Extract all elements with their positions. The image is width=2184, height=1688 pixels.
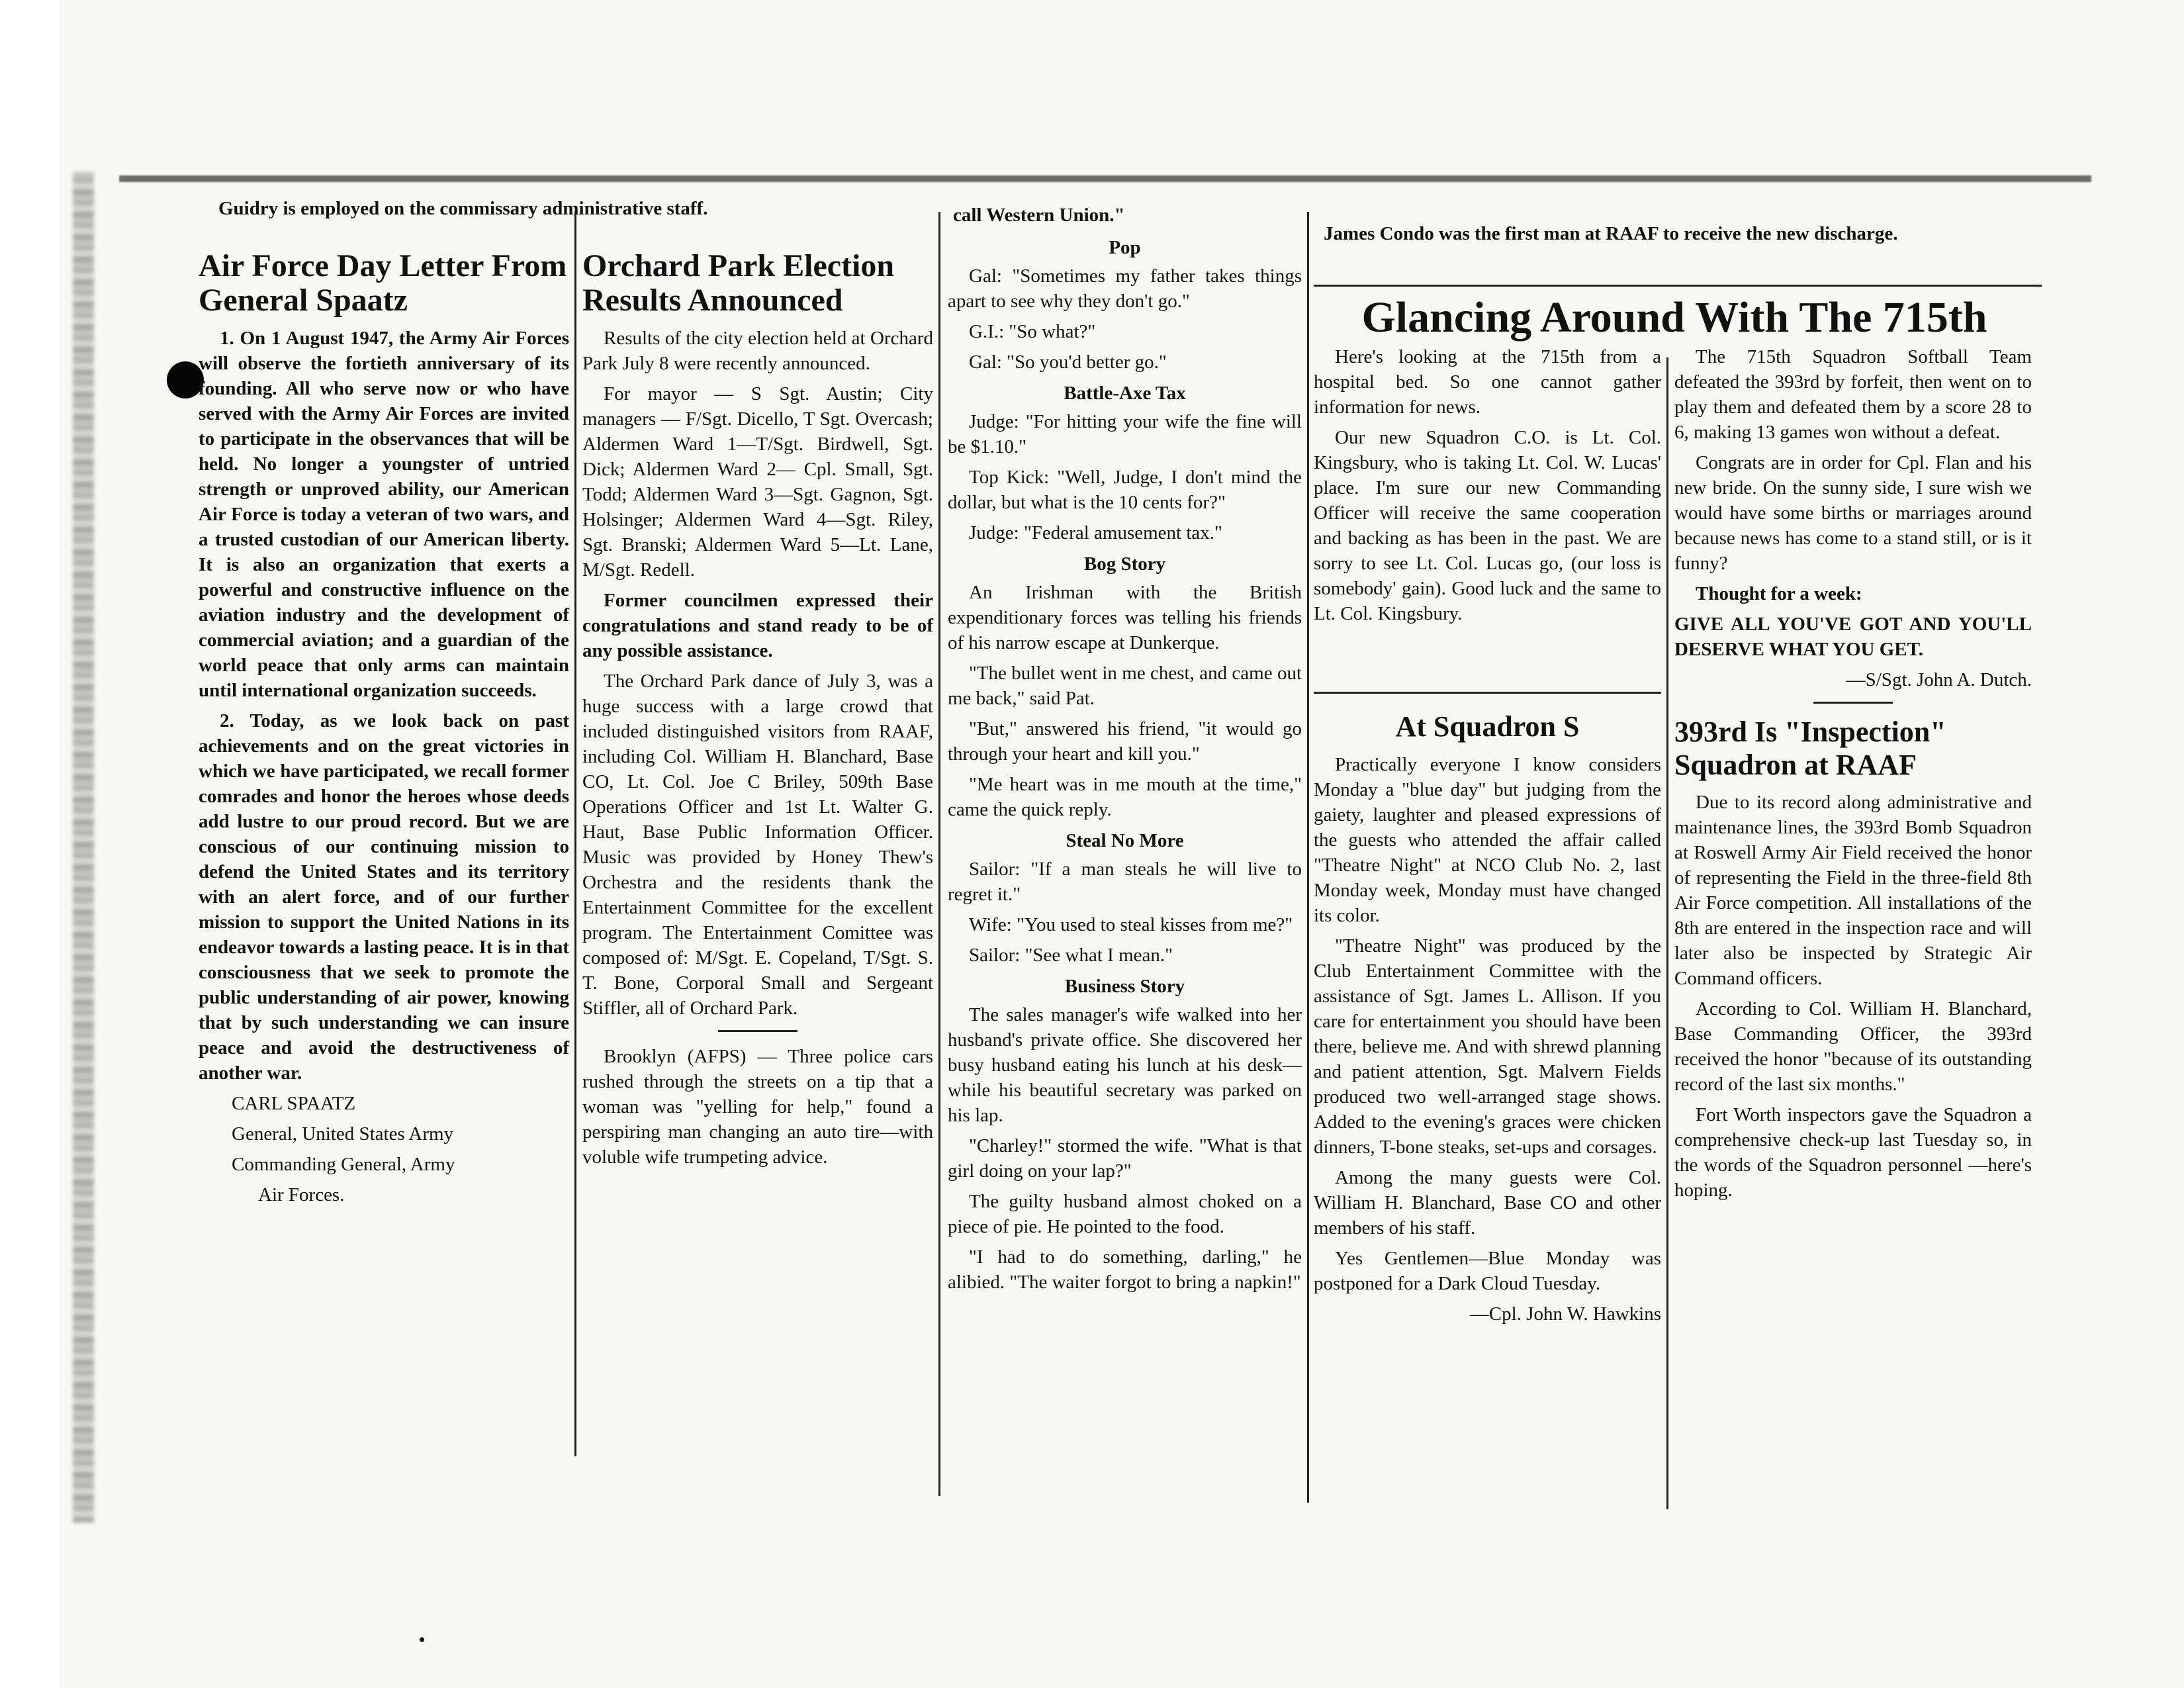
joke-heading: Bog Story bbox=[1083, 553, 1166, 575]
joke-line: Gal: "So you'd better go." bbox=[969, 352, 1167, 373]
paragraph: According to Col. William H. Blanchard, Base Commanding Officer, the 393rd received the honor "because of its outstanding record of the last six months." bbox=[1674, 998, 2032, 1095]
continued-text: Guidry is employed on the commissary administrative staff. bbox=[218, 198, 708, 219]
top-rule bbox=[119, 175, 2091, 182]
thought-of-week: GIVE ALL YOU'VE GOT AND YOU'LL DESERVE WHAT YOU GET. bbox=[1674, 614, 2032, 660]
byline: —S/Sgt. John A. Dutch. bbox=[1846, 669, 2032, 690]
joke-line: Wife: "You used to steal kisses from me?" bbox=[969, 914, 1293, 935]
paragraph: Former councilmen expressed their congratulations and stand ready to be of any possible assistance. bbox=[582, 590, 933, 661]
joke-line: Top Kick: "Well, Judge, I don't mind the dollar, but what is the 10 cents for?" bbox=[948, 467, 1302, 513]
signature-title: Air Forces. bbox=[258, 1184, 345, 1205]
joke-line: "I had to do something, darling," he alibied. "The waiter forgot to bring a napkin!" bbox=[948, 1246, 1302, 1293]
paragraph: Brooklyn (AFPS) — Three police cars rushed through the streets on a tip that a woman was "yelling for help," found a perspiring man changing an auto tire—with voluble wife trumpeting advice. bbox=[582, 1046, 933, 1168]
joke-heading: Battle-Axe Tax bbox=[1064, 383, 1186, 404]
joke-line: G.I.: "So what?" bbox=[969, 321, 1096, 342]
paragraph: For mayor — S Sgt. Austin; City managers — F/Sgt. Dicello, T Sgt. Overcash; Aldermen Ward 1—T/Sgt. Birdwell, Sgt. Dick; Aldermen Ward 2— Cpl. Small, Sgt. Todd; Aldermen Ward 3—Sgt. Gagnon, Sgt. Holsinger; Aldermen Ward 4—Sgt. Riley, Sgt. Branski; Aldermen Ward 5—Lt. Lane, M/Sgt. Redell. bbox=[582, 383, 933, 581]
joke-heading: Business Story bbox=[1064, 976, 1185, 997]
joke-line: "Charley!" stormed the wife. "What is that girl doing on your lap?" bbox=[948, 1135, 1302, 1182]
joke-line: Sailor: "See what I mean." bbox=[969, 945, 1173, 966]
continued-text: call Western Union." bbox=[953, 205, 1125, 226]
orchard-park-article bbox=[582, 240, 933, 1175]
paragraph: Yes Gentlemen—Blue Monday was postponed for a Dark Cloud Tuesday. bbox=[1314, 1248, 1661, 1294]
paragraph: The Orchard Park dance of July 3, was a huge success with a large crowd that included distinguished visitors from RAAF, including Col. William H. Blanchard, Base CO, Lt. Col. Joe C Briley, 509th Base Operations Officer and 1st Lt. Walter G. Haut, Base Public Information Officer. Music was provided by Honey Thew's Orchestra and the residents thank the Entertainment Committee for the excellent program. The Entertainment Comittee was composed of: M/Sgt. E. Copeland, T/Sgt. S. T. Bone, Corporal Small and Sergeant Stiffler, all of Orchard Park. bbox=[582, 671, 933, 1019]
paragraph: 1. On 1 August 1947, the Army Air Forces will observe the fortieth anniversary of its founding. All who serve now or who have served with the Army Air Forces are invited to participate in the observances that will be held. No longer a youngster of untried strength or unproved ability, our American Air Force is today a veteran of two wars, and a trusted custodian of our American liberty. It is also an organization that exerts a powerful and constructive influence on the aviation industry and the development of commercial aviation; and a guardian of the world peace that only arms can maintain until international organization succeeds. bbox=[199, 328, 569, 701]
paragraph: Our new Squadron C.O. is Lt. Col. Kingsbury, who is taking Lt. Col. W. Lucas' place. I'm sure our new Commanding Officer will receive the same cooperation and backing as has been in the past. We are sorry to see Lt. Col. Lucas go, (our loss is somebody' gain). Good luck and the same to Lt. Col. Kingsbury. bbox=[1314, 427, 1661, 624]
section-rule bbox=[1314, 692, 1661, 694]
column-rule bbox=[938, 212, 940, 1496]
paragraph: "Theatre Night" was produced by the Club Entertainment Committee with the assistance of Sgt. James L. Allison. If you care for entertainment you should have been there, believe me. And with shrewd planning and patient attention, Sgt. Malvern Fields produced two well-arranged stage shows. Added to the evening's graces were chicken dinners, T-bone steaks, set-ups and corsages. bbox=[1314, 935, 1661, 1158]
spaatz-letter-article bbox=[199, 240, 569, 1213]
joke-line: Gal: "Sometimes my father takes things apart to see why they don't go." bbox=[948, 265, 1302, 312]
paragraph: Here's looking at the 715th from a hospital bed. So one cannot gather information for news. bbox=[1314, 346, 1661, 418]
joke-line: The sales manager's wife walked into her husband's private office. She discovered her busy husband eating his lunch at his desk—while his beautiful secretary was parked on his lap. bbox=[948, 1004, 1302, 1126]
banner-headline: Glancing Around With The 715th bbox=[1361, 293, 1987, 342]
byline: —Cpl. John W. Hawkins bbox=[1469, 1303, 1661, 1325]
continued-text: James Condo was the first man at RAAF to receive the new discharge. bbox=[1324, 223, 1898, 244]
paragraph: Congrats are in order for Cpl. Flan and his new bride. On the sunny side, I sure wish we would have some births or marriages around because news has come to a stand still, or is it funny? bbox=[1674, 452, 2032, 574]
joke-line: "But," answered his friend, "it would go through your heart and kill you." bbox=[948, 718, 1302, 765]
signature: CARL SPAATZ bbox=[232, 1093, 356, 1114]
column-rule bbox=[1666, 357, 1668, 1509]
squadron-s-article bbox=[1314, 700, 1661, 1332]
signature-title: Commanding General, Army bbox=[232, 1154, 455, 1175]
scan-margin bbox=[0, 0, 60, 1688]
column-rule bbox=[574, 212, 576, 1456]
joke-heading: Steal No More bbox=[1066, 830, 1184, 851]
section-rule bbox=[1314, 285, 2042, 287]
column-rule bbox=[1307, 212, 1309, 1503]
paragraph: Practically everyone I know considers Monday a "blue day" but judging from the gaiety, laughter and pleased expressions of the guests who attended the affair called "Theatre Night" at NCO Club No. 2, last Monday week, Monday must have changed its color. bbox=[1314, 754, 1661, 926]
jokes-column bbox=[948, 229, 1302, 1300]
paragraph: Thought for a week: bbox=[1696, 583, 1862, 604]
headline: Orchard Park Election Results Announced bbox=[582, 248, 895, 318]
divider bbox=[718, 1030, 797, 1032]
joke-line: The guilty husband almost choked on a piece of pie. He pointed to the food. bbox=[948, 1191, 1302, 1237]
joke-line: An Irishman with the British expenditionary forces was telling his friends of his narrow escape at Dunkerque. bbox=[948, 582, 1302, 653]
joke-line: Judge: "Federal amusement tax." bbox=[969, 522, 1222, 543]
paragraph: Among the many guests were Col. William H. Blanchard, Base CO and other members of his staff. bbox=[1314, 1167, 1661, 1239]
joke-line: Sailor: "If a man steals he will live to regret it." bbox=[948, 859, 1302, 905]
signature-title: General, United States Army bbox=[232, 1123, 454, 1145]
paragraph: 2. Today, as we look back on past achievements and on the great victories in which we have participated, we recall former comrades and honor the heroes whose deeds add lustre to our proud record. But we are conscious of our continuing mission to defend the United States and its territory with an alert force, and of our further mission to support the United Nations in its endeavor towards a lasting peace. It is in that consciousness that we seek to promote the public understanding of air power, knowing that by such understanding we can insure peace and avoid the destructiveness of another war. bbox=[199, 710, 569, 1084]
paragraph: Fort Worth inspectors gave the Squadron a comprehensive check-up last Tuesday so, in the words of the Squadron personnel —here's hoping. bbox=[1674, 1104, 2032, 1201]
glancing-left-column bbox=[1314, 344, 1661, 632]
headline: At Squadron S bbox=[1395, 710, 1580, 743]
joke-line: "Me heart was in me mouth at the time," came the quick reply. bbox=[948, 774, 1302, 820]
joke-heading: Pop bbox=[1109, 237, 1141, 258]
paragraph: Due to its record along administrative and maintenance lines, the 393rd Bomb Squadron at Roswell Army Air Field received the honor of representing the Field in the three-field 8th Air Force competition. All installations of the 8th are entered in the inspection race and will later also be inspected by Strategic Air Command officers. bbox=[1674, 792, 2032, 989]
headline: Air Force Day Letter From General Spaatz bbox=[199, 248, 567, 318]
glancing-right-column bbox=[1674, 344, 2032, 1208]
joke-line: "The bullet went in me chest, and came out me back," said Pat. bbox=[948, 663, 1302, 709]
scan-mark: . bbox=[418, 1616, 426, 1648]
divider bbox=[1813, 702, 1893, 704]
scan-artifact bbox=[73, 172, 94, 1523]
paragraph: Results of the city election held at Orchard Park July 8 were recently announced. bbox=[582, 328, 933, 374]
headline: 393rd Is "Inspection" Squadron at RAAF bbox=[1674, 716, 1946, 781]
paragraph: The 715th Squadron Softball Team defeated the 393rd by forfeit, then went on to play them and defeated them by a score 28 to 6, making 13 games won without a defeat. bbox=[1674, 346, 2032, 443]
joke-line: Judge: "For hitting your wife the fine will be $1.10." bbox=[948, 411, 1302, 457]
